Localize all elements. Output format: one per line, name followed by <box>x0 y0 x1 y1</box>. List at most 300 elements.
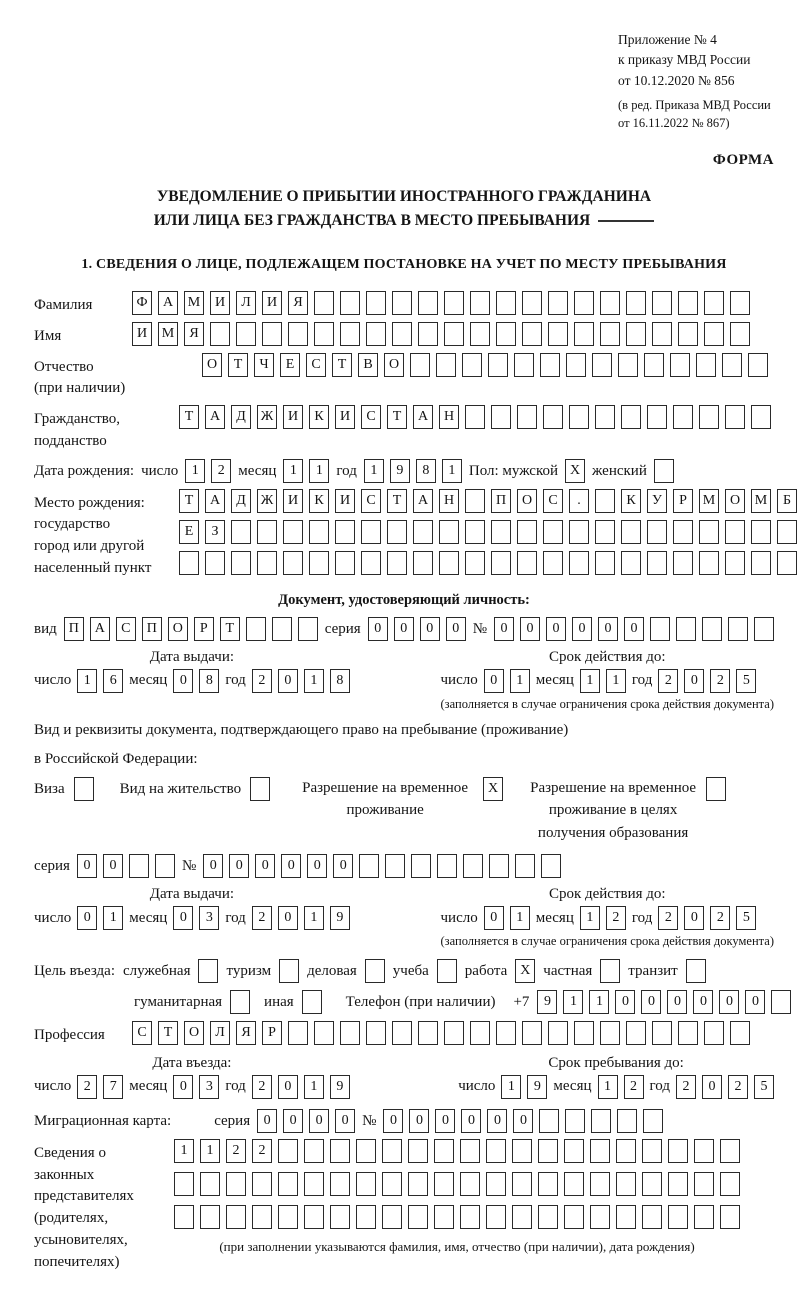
char-cell <box>569 520 589 544</box>
profession-label: Профессия <box>34 1027 105 1044</box>
char-cell: 9 <box>537 990 557 1014</box>
char-cell: 0 <box>278 906 298 930</box>
char-cell: 0 <box>435 1109 455 1133</box>
char-cell <box>278 1172 298 1196</box>
surname-row <box>34 291 774 317</box>
char-cell <box>754 617 774 641</box>
char-cell <box>539 1109 559 1133</box>
year-label: год <box>631 672 653 689</box>
entry-date-block <box>34 1055 350 1099</box>
stay-until-day <box>501 1075 547 1099</box>
char-cell: А <box>205 405 225 429</box>
char-cell: П <box>491 489 511 513</box>
char-cell <box>278 1205 298 1229</box>
char-cell <box>413 520 433 544</box>
char-cell: 2 <box>728 1075 748 1099</box>
char-cell <box>392 291 412 315</box>
char-cell: К <box>309 489 329 513</box>
stay-expiry-block <box>441 886 774 949</box>
char-cell: 0 <box>229 854 249 878</box>
char-cell: С <box>361 405 381 429</box>
char-cell <box>361 520 381 544</box>
purpose-private-label: частная <box>543 962 593 979</box>
char-cell <box>304 1205 324 1229</box>
char-cell: 0 <box>484 669 504 693</box>
char-cell <box>725 551 745 575</box>
title-underline <box>598 220 654 222</box>
char-cell <box>366 1021 386 1045</box>
char-cell: М <box>184 291 204 315</box>
char-cell: К <box>621 489 641 513</box>
char-cell <box>730 1021 750 1045</box>
day-label: число <box>141 462 179 479</box>
char-cell <box>330 1205 350 1229</box>
char-cell: У <box>647 489 667 513</box>
char-cell <box>491 520 511 544</box>
stay-doc-dates <box>34 886 774 949</box>
char-cell: 1 <box>185 459 205 483</box>
char-cell: 9 <box>330 1075 350 1099</box>
char-cell <box>642 1172 662 1196</box>
char-cell <box>517 405 537 429</box>
char-cell <box>340 322 360 346</box>
char-cell: О <box>202 353 222 377</box>
char-cell <box>543 520 563 544</box>
char-cell <box>200 1172 220 1196</box>
char-cell <box>236 322 256 346</box>
char-cell <box>678 1021 698 1045</box>
year-label: год <box>225 1078 246 1095</box>
migration-card-label: Миграционная карта: <box>34 1112 172 1129</box>
char-cell <box>361 551 381 575</box>
char-cell <box>725 520 745 544</box>
char-cell: С <box>132 1021 152 1045</box>
char-cell <box>491 405 511 429</box>
year-label: год <box>649 1078 670 1095</box>
migration-card-row <box>34 1109 774 1133</box>
stay-issue-heading: Дата выдачи: <box>149 886 235 903</box>
form-title <box>34 185 774 233</box>
char-cell: Ч <box>254 353 274 377</box>
stay-doc-options <box>34 777 774 845</box>
char-cell <box>470 322 490 346</box>
char-cell <box>569 405 589 429</box>
char-cell <box>356 1139 376 1163</box>
char-cell: И <box>132 322 152 346</box>
char-cell <box>359 854 379 878</box>
char-cell: С <box>543 489 563 513</box>
char-cell <box>668 1172 688 1196</box>
char-cell <box>496 291 516 315</box>
char-cell <box>304 1139 324 1163</box>
identity-doc-heading: Документ, удостоверяющий личность: <box>278 591 530 608</box>
char-cell: О <box>168 617 188 641</box>
char-cell: Т <box>179 489 199 513</box>
char-cell <box>704 291 724 315</box>
char-cell: И <box>210 291 230 315</box>
char-cell <box>512 1139 532 1163</box>
char-cell <box>382 1205 402 1229</box>
char-cell: . <box>569 489 589 513</box>
char-cell: 0 <box>283 1109 303 1133</box>
char-cell: М <box>699 489 719 513</box>
char-cell <box>309 551 329 575</box>
char-cell: 0 <box>461 1109 481 1133</box>
char-cell: О <box>517 489 537 513</box>
stay-issue-year <box>252 906 350 930</box>
char-cell <box>392 322 412 346</box>
char-cell <box>436 353 456 377</box>
appendix-line: Приложение № 4 <box>618 32 717 47</box>
option-temp-residence <box>296 777 503 822</box>
day-label: число <box>440 672 478 689</box>
char-cell <box>590 1205 610 1229</box>
char-cell: 0 <box>173 906 193 930</box>
char-cell <box>465 405 485 429</box>
char-cell <box>470 291 490 315</box>
char-cell <box>252 1172 272 1196</box>
representatives-cells <box>174 1139 740 1255</box>
char-cell <box>564 1139 584 1163</box>
stay-expiry-day <box>484 906 530 930</box>
purpose-label: Цель въезда: <box>34 962 115 979</box>
day-label: число <box>440 909 478 926</box>
char-cell: 2 <box>77 1075 97 1099</box>
char-cell: 8 <box>416 459 436 483</box>
char-cell: 5 <box>754 1075 774 1099</box>
char-cell <box>470 1021 490 1045</box>
char-cell: Н <box>439 489 459 513</box>
option-temp-residence-education <box>529 777 726 845</box>
doc-number-cells <box>494 617 774 641</box>
char-cell: 0 <box>745 990 765 1014</box>
char-cell <box>279 959 299 983</box>
char-cell <box>668 1205 688 1229</box>
char-cell: Я <box>236 1021 256 1045</box>
char-cell <box>418 322 438 346</box>
year-label: год <box>225 909 246 926</box>
char-cell <box>694 1139 714 1163</box>
doc-issue-month <box>173 669 219 693</box>
char-cell: 0 <box>667 990 687 1014</box>
mc-series-label: серия <box>214 1112 251 1129</box>
char-cell: 2 <box>710 906 730 930</box>
appendix-line: к приказу МВД России <box>618 52 751 68</box>
char-cell: 1 <box>309 459 329 483</box>
char-cell: О <box>384 353 404 377</box>
birth-place-cells <box>179 489 797 582</box>
char-cell <box>382 1139 402 1163</box>
option-visa-checkbox <box>74 777 94 801</box>
legal-reference <box>618 30 800 132</box>
char-cell: 8 <box>199 669 219 693</box>
char-cell: Р <box>673 489 693 513</box>
char-cell: 5 <box>736 669 756 693</box>
char-cell: 2 <box>252 669 272 693</box>
char-cell <box>600 322 620 346</box>
birth-place-row3 <box>179 551 797 575</box>
form-title-line1: УВЕДОМЛЕНИЕ О ПРИБЫТИИ ИНОСТРАННОГО ГРАЖДАНИНА <box>156 188 652 205</box>
char-cell <box>699 551 719 575</box>
char-cell <box>642 1139 662 1163</box>
patronymic-cells <box>202 353 768 377</box>
char-cell: И <box>335 405 355 429</box>
char-cell: Т <box>158 1021 178 1045</box>
char-cell <box>652 1021 672 1045</box>
char-cell: 0 <box>77 906 97 930</box>
char-cell <box>444 291 464 315</box>
stay-until-block <box>458 1055 774 1099</box>
char-cell <box>278 1139 298 1163</box>
char-cell <box>725 405 745 429</box>
char-cell: 0 <box>572 617 592 641</box>
char-cell <box>600 291 620 315</box>
char-cell <box>574 322 594 346</box>
char-cell: З <box>205 520 225 544</box>
char-cell <box>408 1205 428 1229</box>
stay-series-label: серия <box>34 858 70 875</box>
char-cell <box>288 322 308 346</box>
purpose-humanitarian-label: гуманитарная <box>134 993 223 1010</box>
char-cell <box>418 291 438 315</box>
char-cell: Е <box>280 353 300 377</box>
char-cell: 1 <box>304 669 324 693</box>
char-cell <box>678 322 698 346</box>
char-cell <box>540 353 560 377</box>
char-cell: 0 <box>335 1109 355 1133</box>
char-cell <box>618 353 638 377</box>
char-cell <box>257 520 277 544</box>
char-cell: 9 <box>390 459 410 483</box>
char-cell <box>699 520 719 544</box>
char-cell: 0 <box>487 1109 507 1133</box>
char-cell: И <box>262 291 282 315</box>
char-cell <box>652 291 672 315</box>
char-cell <box>437 959 457 983</box>
option-residence-permit-checkbox <box>250 777 270 801</box>
doc-series-cells <box>368 617 466 641</box>
char-cell <box>704 1021 724 1045</box>
patronymic-label: Отчество (при наличии) <box>34 358 126 397</box>
char-cell <box>205 551 225 575</box>
option-temp-residence-education-checkbox <box>706 777 726 801</box>
section1-title: 1. СВЕДЕНИЯ О ЛИЦЕ, ПОДЛЕЖАЩЕМ ПОСТАНОВКЕ НА УЧЕТ ПО МЕСТУ ПРЕБЫВАНИЯ <box>81 257 727 273</box>
birth-place-row1 <box>179 489 797 513</box>
char-cell <box>748 353 768 377</box>
char-cell: 0 <box>702 1075 722 1099</box>
doc-series-label: серия <box>324 620 361 637</box>
mc-number-label: № <box>362 1112 377 1129</box>
char-cell <box>686 959 706 983</box>
char-cell <box>314 291 334 315</box>
char-cell: 0 <box>77 854 97 878</box>
doc-expiry-day <box>484 669 530 693</box>
char-cell <box>460 1139 480 1163</box>
char-cell <box>751 551 771 575</box>
char-cell <box>356 1205 376 1229</box>
char-cell <box>647 520 667 544</box>
char-cell <box>626 1021 646 1045</box>
char-cell <box>515 854 535 878</box>
char-cell: 0 <box>684 906 704 930</box>
sex-female-label: женский <box>592 462 647 479</box>
entry-year <box>252 1075 350 1099</box>
char-cell: 0 <box>494 617 514 641</box>
char-cell <box>174 1172 194 1196</box>
char-cell <box>522 291 542 315</box>
birth-day-cells <box>185 459 231 483</box>
char-cell: 0 <box>203 854 223 878</box>
char-cell <box>226 1172 246 1196</box>
char-cell <box>751 520 771 544</box>
profession-cells <box>132 1021 750 1045</box>
char-cell: А <box>413 489 433 513</box>
month-label: месяц <box>238 462 277 479</box>
birth-place-row <box>34 489 792 582</box>
char-cell <box>590 1139 610 1163</box>
char-cell: К <box>309 405 329 429</box>
char-cell <box>434 1139 454 1163</box>
char-cell: X <box>515 959 535 983</box>
char-cell <box>460 1205 480 1229</box>
char-cell <box>434 1205 454 1229</box>
year-label: год <box>225 672 246 689</box>
char-cell <box>565 1109 585 1133</box>
char-cell: 0 <box>513 1109 533 1133</box>
char-cell: Р <box>262 1021 282 1045</box>
purpose-other-checkbox <box>302 990 322 1014</box>
char-cell <box>676 617 696 641</box>
char-cell <box>591 1109 611 1133</box>
char-cell <box>491 551 511 575</box>
form-label: ФОРМА <box>712 152 774 168</box>
char-cell <box>302 990 322 1014</box>
char-cell <box>650 617 670 641</box>
char-cell: С <box>361 489 381 513</box>
char-cell <box>673 405 693 429</box>
doc-type-cells <box>64 617 318 641</box>
char-cell <box>673 520 693 544</box>
char-cell <box>548 1021 568 1045</box>
char-cell <box>517 520 537 544</box>
char-cell: 1 <box>174 1139 194 1163</box>
char-cell <box>517 551 537 575</box>
char-cell <box>569 551 589 575</box>
stay-expiry-month <box>580 906 626 930</box>
char-cell <box>488 353 508 377</box>
char-cell <box>230 990 250 1014</box>
char-cell: 0 <box>693 990 713 1014</box>
stay-doc-intro2: в Российской Федерации: <box>34 751 198 768</box>
char-cell <box>434 1172 454 1196</box>
char-cell <box>366 322 386 346</box>
char-cell: 0 <box>684 669 704 693</box>
given-name-label: Имя <box>34 327 62 344</box>
identity-doc-row <box>34 617 774 641</box>
char-cell <box>543 551 563 575</box>
char-cell <box>74 777 94 801</box>
char-cell: 9 <box>330 906 350 930</box>
char-cell <box>696 353 716 377</box>
char-cell: 1 <box>304 906 324 930</box>
char-cell <box>751 405 771 429</box>
char-cell: 9 <box>527 1075 547 1099</box>
birth-date-row <box>34 459 774 483</box>
char-cell <box>486 1172 506 1196</box>
char-cell: 1 <box>606 669 626 693</box>
mc-series-cells <box>257 1109 355 1133</box>
doc-expiry-note: (заполняется в случае ограничения срока действия документа) <box>440 696 774 711</box>
char-cell: 0 <box>394 617 414 641</box>
char-cell: Л <box>210 1021 230 1045</box>
char-cell <box>771 990 791 1014</box>
stay-issue-block <box>34 886 350 949</box>
char-cell <box>387 520 407 544</box>
amendment-line: (в ред. Приказа МВД России <box>618 97 771 112</box>
char-cell <box>496 322 516 346</box>
char-cell: 1 <box>580 906 600 930</box>
char-cell <box>198 959 218 983</box>
char-cell <box>777 551 797 575</box>
char-cell <box>439 520 459 544</box>
char-cell: 1 <box>283 459 303 483</box>
char-cell: 2 <box>658 906 678 930</box>
char-cell <box>335 551 355 575</box>
char-cell: 6 <box>103 669 123 693</box>
representatives-note: (при заполнении указываются фамилия, имя, отчество (при наличии), дата рождения) <box>219 1238 695 1254</box>
char-cell: М <box>751 489 771 513</box>
year-label: год <box>631 909 653 926</box>
representatives-row3 <box>174 1205 740 1229</box>
stay-doc-series-row <box>34 854 774 878</box>
char-cell <box>314 322 334 346</box>
purpose-row1 <box>34 959 774 983</box>
char-cell <box>541 854 561 878</box>
char-cell <box>309 520 329 544</box>
char-cell <box>210 322 230 346</box>
char-cell <box>702 617 722 641</box>
char-cell <box>730 322 750 346</box>
purpose-row2 <box>134 990 774 1014</box>
stay-until-heading: Срок пребывания до: <box>548 1054 684 1071</box>
char-cell: 1 <box>442 459 462 483</box>
stay-until-month <box>598 1075 644 1099</box>
representatives-label: Сведения о законных представителях (родителях, усыновителях, попечителях) <box>34 1144 134 1270</box>
day-label: число <box>34 672 72 689</box>
stay-series-cells <box>77 854 175 878</box>
sex-male-label: Пол: мужской <box>468 462 559 479</box>
char-cell: Ж <box>257 405 277 429</box>
char-cell <box>366 291 386 315</box>
birth-place-row2 <box>179 520 797 544</box>
purpose-work-checkbox <box>515 959 535 983</box>
char-cell <box>330 1139 350 1163</box>
char-cell <box>652 322 672 346</box>
char-cell <box>257 551 277 575</box>
mc-number-cells <box>383 1109 663 1133</box>
char-cell: П <box>142 617 162 641</box>
char-cell <box>408 1172 428 1196</box>
sex-male-checkbox <box>565 459 585 483</box>
char-cell <box>365 959 385 983</box>
char-cell <box>595 551 615 575</box>
char-cell <box>174 1205 194 1229</box>
char-cell <box>600 1021 620 1045</box>
char-cell <box>728 617 748 641</box>
char-cell: 2 <box>211 459 231 483</box>
char-cell: 0 <box>641 990 661 1014</box>
char-cell: 1 <box>580 669 600 693</box>
